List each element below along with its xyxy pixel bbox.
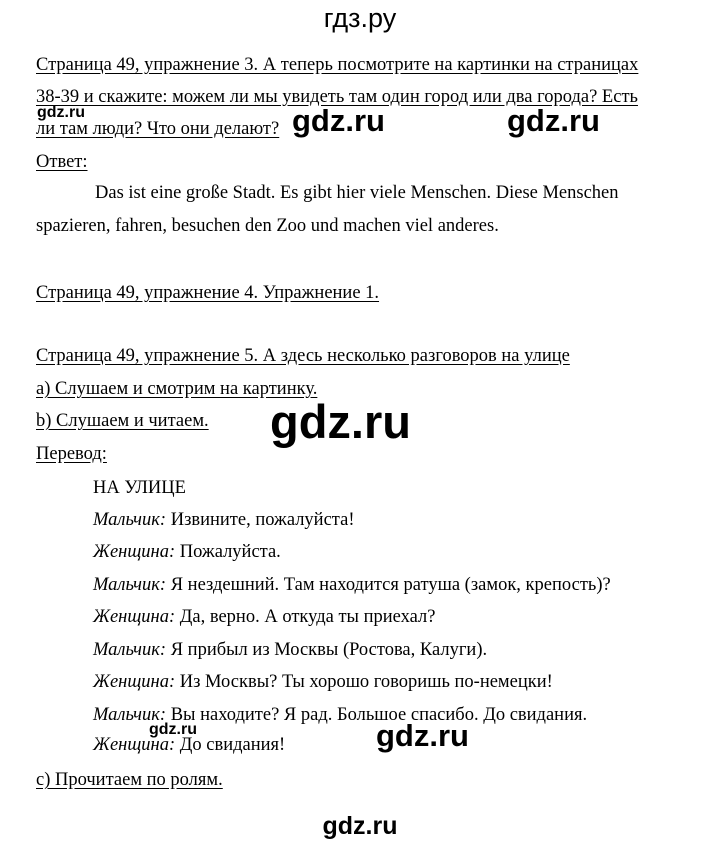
- utterance: Вы находите? Я рад. Большое спасибо. До свидания.: [166, 705, 588, 725]
- watermark-medium: gdz.ru: [376, 718, 469, 753]
- speaker: Женщина:: [93, 672, 176, 692]
- speaker: Женщина:: [93, 542, 176, 562]
- utterance: Я нездешний. Там находится ратуша (замок, крепость)?: [166, 575, 611, 595]
- dialogue-line: [93, 574, 611, 596]
- exercise4-heading: Страница 49, упражнение 4. Упражнение 1.: [36, 283, 380, 303]
- dialogue-line: [93, 606, 435, 628]
- watermark-large: gdz.ru: [270, 395, 411, 448]
- speaker: Женщина:: [93, 607, 176, 627]
- utterance: Пожалуйста.: [175, 542, 281, 562]
- watermark-medium: gdz.ru: [292, 103, 385, 138]
- exercise3-heading-line1: Страница 49, упражнение 3. А теперь посмотрите на картинки на страницах: [36, 55, 639, 75]
- speaker: Мальчик:: [93, 575, 167, 595]
- speaker: Мальчик:: [93, 640, 167, 660]
- watermark-footer: gdz.ru: [322, 812, 398, 840]
- dialogue-line: [93, 639, 487, 661]
- answer-text-line1: Das ist eine große Stadt. Es gibt hier viele Menschen. Diese Menschen: [95, 183, 619, 203]
- answer-label: Ответ:: [36, 152, 88, 172]
- watermark-small: gdz.ru: [149, 721, 197, 738]
- item-c: c) Прочитаем по ролям.: [36, 770, 223, 790]
- site-title[interactable]: гдз.ру: [323, 3, 397, 33]
- dialogue-line: [93, 671, 553, 693]
- answer-text-line2: spazieren, fahren, besuchen den Zoo und machen viel anderes.: [36, 216, 499, 236]
- utterance: Из Москвы? Ты хорошо говоришь по-немецки!: [175, 672, 553, 692]
- dialogue-title: НА УЛИЦЕ: [93, 478, 186, 498]
- watermark-small: gdz.ru: [37, 104, 85, 121]
- watermark-medium: gdz.ru: [507, 103, 600, 138]
- utterance: До свидания!: [175, 735, 286, 755]
- translation-label: Перевод:: [36, 444, 107, 464]
- dialogue-line: [93, 541, 281, 563]
- speaker: Мальчик:: [93, 705, 167, 725]
- utterance: Извините, пожалуйста!: [166, 510, 355, 530]
- speaker: Женщина:: [93, 735, 176, 755]
- dialogue-line: [93, 509, 354, 531]
- speaker: Мальчик:: [93, 510, 167, 530]
- utterance: Да, верно. А откуда ты приехал?: [175, 607, 436, 627]
- exercise5-heading: Страница 49, упражнение 5. А здесь несколько разговоров на улице: [36, 346, 570, 366]
- exercise3-heading-line2: 38-39 и скажите: можем ли мы увидеть там один город или два города? Есть: [36, 87, 638, 107]
- utterance: Я прибыл из Москвы (Ростова, Калуги).: [166, 640, 488, 660]
- item-a: a) Слушаем и смотрим на картинку.: [36, 379, 318, 399]
- exercise3-heading-line3: ли там люди? Что они делают?: [36, 119, 280, 139]
- item-b: b) Слушаем и читаем.: [36, 411, 209, 431]
